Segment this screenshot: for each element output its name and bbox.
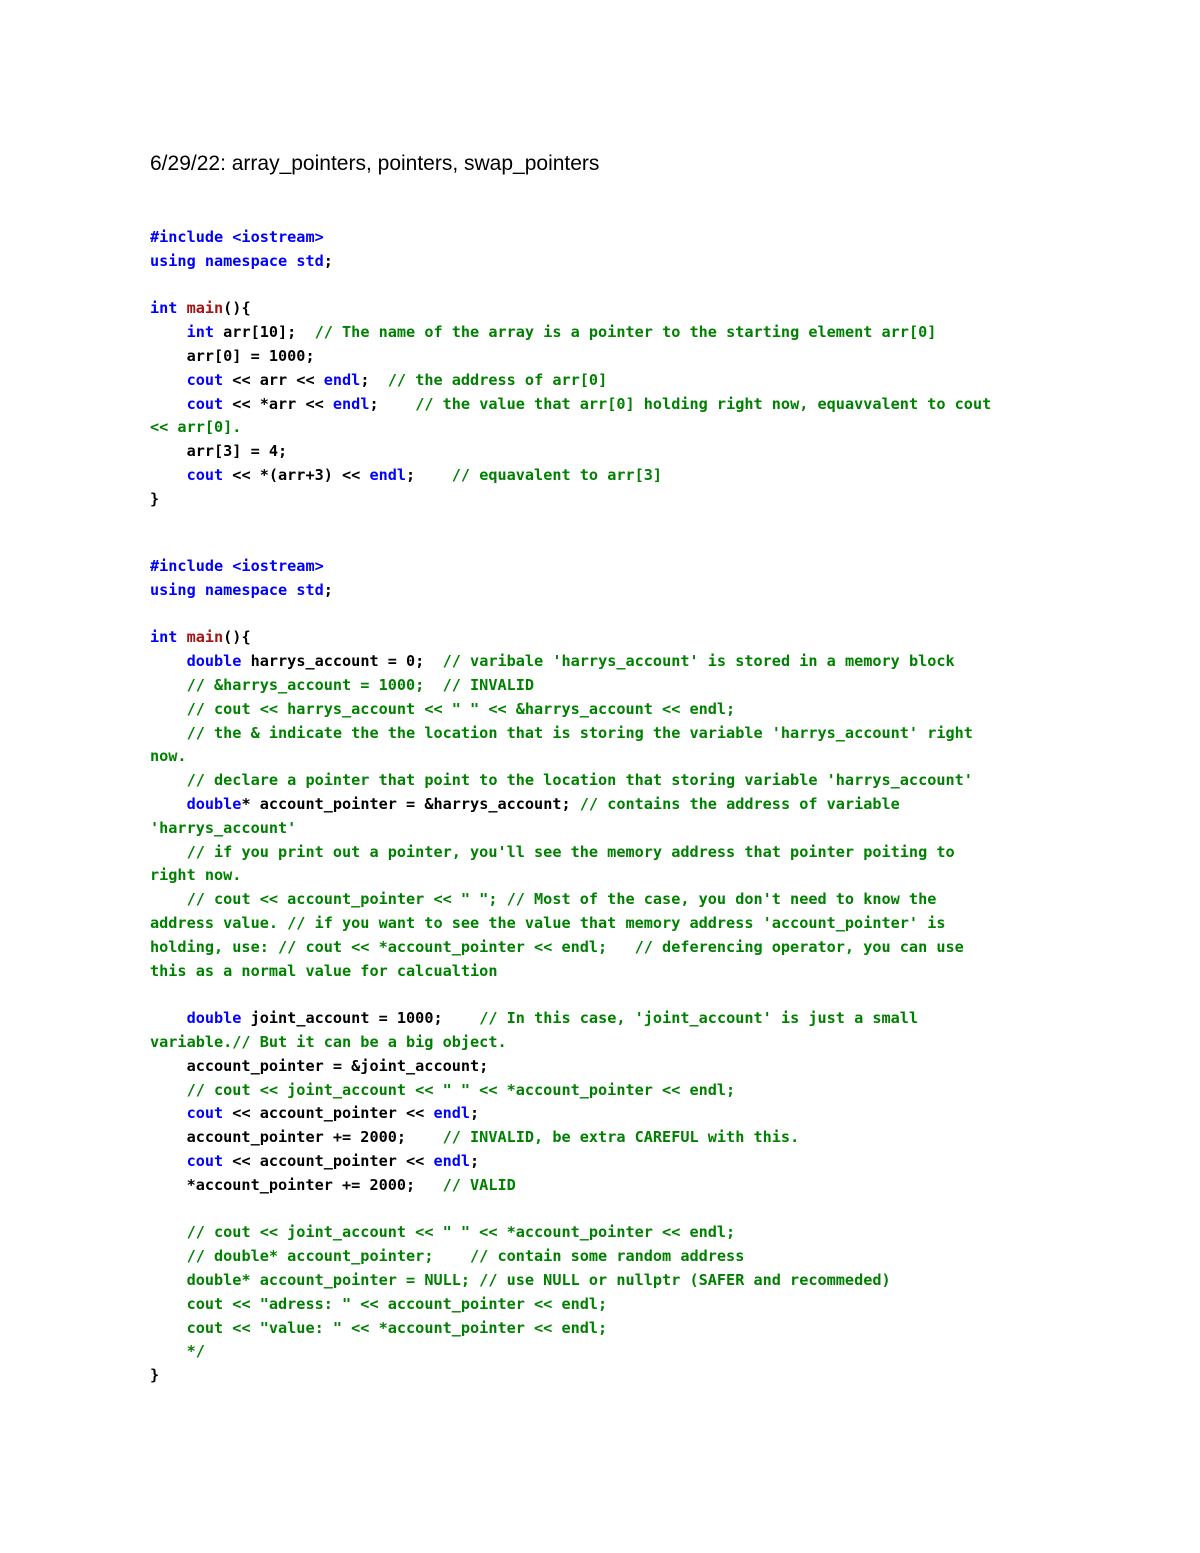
code-line xyxy=(150,650,1050,674)
code-token: ; xyxy=(470,1151,480,1170)
code-token: << *(arr+3) << xyxy=(223,465,370,484)
code-token xyxy=(150,1271,187,1289)
code-line xyxy=(150,1364,1050,1388)
code-line xyxy=(150,464,1050,488)
code-line xyxy=(150,274,1050,298)
code-token: account_pointer += 2000; xyxy=(150,1128,443,1147)
code-token xyxy=(150,724,187,742)
code-token: double xyxy=(186,794,242,813)
code-line xyxy=(150,1174,1050,1198)
code-token: *account_pointer += 2000; xyxy=(150,1175,443,1194)
code-token: cout xyxy=(186,394,224,413)
code-token xyxy=(150,843,187,861)
code-token: arr[3] = 4; xyxy=(150,442,288,461)
code-token: << arr[0]. xyxy=(150,418,242,437)
code-token: // cout << account_pointer << " "; // Most of the case, you don't need to know the xyxy=(186,890,937,909)
code-token xyxy=(150,890,187,908)
code-token xyxy=(150,1081,187,1099)
code-line xyxy=(150,555,1050,579)
code-token: // In this case, 'joint_account' is just a small xyxy=(479,1009,919,1028)
code-token: // contains the address of variable xyxy=(579,794,900,813)
code-token: right now. xyxy=(150,866,242,885)
code-line xyxy=(150,297,1050,321)
code-token: // varibale 'harrys_account' is stored in a memory block xyxy=(442,652,955,671)
code-token: // if you print out a pointer, you'll see the memory address that pointer poiting to xyxy=(186,842,955,861)
code-token: ; xyxy=(369,394,416,413)
code-line xyxy=(150,1055,1050,1079)
code-line xyxy=(150,1007,1050,1031)
code-token: endl xyxy=(332,394,370,413)
code-token: #include <iostream> xyxy=(150,557,324,575)
code-token: // The name of the array is a pointer to the starting element arr[0] xyxy=(314,323,937,342)
code-token: address value. // if you want to see the value that memory address 'account_pointer' is xyxy=(150,913,946,932)
code-token: cout xyxy=(186,1104,224,1123)
code-token: // declare a pointer that point to the location that storing variable 'harrys_account' xyxy=(186,771,973,790)
code-token: now. xyxy=(150,747,187,766)
code-line xyxy=(150,674,1050,698)
code-token: // double* account_pointer; // contain some random address xyxy=(186,1247,745,1266)
code-token: cout << "adress: " << account_pointer << endl; xyxy=(186,1294,608,1313)
code-line xyxy=(150,698,1050,722)
code-token: // cout << joint_account << " " << *account_pointer << endl; xyxy=(186,1080,736,1099)
code-token: // cout << harrys_account << " " << &harrys_account << endl; xyxy=(186,699,736,718)
code-token: cout xyxy=(186,1151,224,1170)
code-token xyxy=(150,1223,187,1241)
code-line xyxy=(150,1340,1050,1364)
code-token: using namespace xyxy=(150,251,297,270)
code-line xyxy=(150,250,1050,274)
code-token: } xyxy=(150,489,160,508)
code-line xyxy=(150,1198,1050,1222)
code-token: std xyxy=(296,580,324,599)
code-line xyxy=(150,579,1050,603)
code-token xyxy=(150,1295,187,1313)
code-token: } xyxy=(150,1366,160,1385)
code-token: using namespace xyxy=(150,580,297,599)
code-token xyxy=(150,371,187,389)
code-line xyxy=(150,1317,1050,1341)
code-token xyxy=(150,466,187,484)
code-line xyxy=(150,321,1050,345)
code-token: endl xyxy=(369,465,407,484)
code-line xyxy=(150,603,1050,627)
code-token: cout << "value: " << *account_pointer << endl; xyxy=(186,1318,608,1337)
code-line xyxy=(150,888,1050,912)
code-token: */ xyxy=(186,1342,205,1361)
code-token: main xyxy=(186,628,224,647)
code-token: ; xyxy=(323,251,333,270)
code-token: // the & indicate the the location that is storing the variable 'harrys_account' right xyxy=(186,723,973,742)
code-line xyxy=(150,345,1050,369)
code-token: arr[10]; xyxy=(214,323,315,342)
code-token: (){ xyxy=(223,628,251,647)
code-token: ; xyxy=(406,465,452,484)
code-token: << account_pointer << xyxy=(223,1104,434,1123)
code-token: harrys_account = 0; xyxy=(241,652,443,671)
code-token xyxy=(150,795,187,813)
code-line xyxy=(150,488,1050,512)
code-token: double xyxy=(186,652,242,671)
code-token: #include <iostream> xyxy=(150,228,324,246)
code-line xyxy=(150,393,1050,417)
code-line xyxy=(150,841,1050,865)
code-token: cout xyxy=(186,370,224,389)
code-line xyxy=(150,416,1050,440)
code-line xyxy=(150,936,1050,960)
code-line xyxy=(150,769,1050,793)
code-token: ; xyxy=(323,580,333,599)
code-token: holding, use: // cout << *account_pointer << endl; // deferencing operator, you can use xyxy=(150,937,964,956)
code-token: ; xyxy=(470,1104,480,1123)
code-line xyxy=(150,864,1050,888)
code-token: int xyxy=(150,299,187,318)
code-token: double* account_pointer = NULL; // use NULL or nullptr (SAFER and recommeded) xyxy=(186,1270,891,1289)
code-token xyxy=(150,323,187,341)
code-line xyxy=(150,1245,1050,1269)
code-line xyxy=(150,626,1050,650)
code-token: int xyxy=(186,323,215,342)
code-line xyxy=(150,369,1050,393)
code-line xyxy=(150,1269,1050,1293)
code-line xyxy=(150,912,1050,936)
code-line xyxy=(150,983,1050,1007)
code-token: // the value that arr[0] holding right now, equavvalent to cout xyxy=(415,394,992,413)
code-line xyxy=(150,1102,1050,1126)
code-token: // &harrys_account = 1000; // INVALID xyxy=(186,675,535,694)
code-token xyxy=(150,1104,187,1122)
code-token: 'harrys_account' xyxy=(150,818,297,837)
code-token: std xyxy=(296,251,324,270)
code-token: (){ xyxy=(223,299,251,318)
code-line xyxy=(150,817,1050,841)
code-token: account_pointer = &joint_account; xyxy=(150,1056,489,1075)
code-token xyxy=(150,652,187,670)
code-token: // VALID xyxy=(442,1175,516,1194)
code-token: // the address of arr[0] xyxy=(387,370,608,389)
code-token xyxy=(150,1152,187,1170)
page-title: 6/29/22: array_pointers, pointers, swap_pointers xyxy=(150,152,600,175)
code-line xyxy=(150,1150,1050,1174)
code-line xyxy=(150,1031,1050,1055)
code-token: << arr << xyxy=(223,370,324,389)
code-token: << *arr << xyxy=(223,394,333,413)
code-block-pointers xyxy=(150,555,1050,1388)
code-token: cout xyxy=(186,465,224,484)
code-token: endl xyxy=(433,1151,471,1170)
code-block-array-pointers xyxy=(150,226,1050,512)
code-token xyxy=(150,676,187,694)
code-token: // INVALID, be extra CAREFUL with this. xyxy=(442,1128,800,1147)
code-token xyxy=(150,395,187,413)
code-line xyxy=(150,722,1050,746)
code-line xyxy=(150,440,1050,464)
code-token: // equavalent to arr[3] xyxy=(451,465,663,484)
code-token: int xyxy=(150,628,187,647)
code-token xyxy=(150,1009,187,1027)
code-line xyxy=(150,226,1050,250)
code-token: this as a normal value for calcualtion xyxy=(150,961,498,980)
code-line xyxy=(150,1126,1050,1150)
code-token: endl xyxy=(433,1104,471,1123)
code-token: double xyxy=(186,1009,242,1028)
code-line xyxy=(150,960,1050,984)
code-line xyxy=(150,1293,1050,1317)
code-token xyxy=(150,700,187,718)
code-token xyxy=(150,1342,187,1360)
code-token: arr[0] = 1000; xyxy=(150,346,315,365)
code-token: * account_pointer = &harrys_account; xyxy=(241,794,580,813)
code-token: ; xyxy=(360,370,388,389)
code-line xyxy=(150,793,1050,817)
code-line xyxy=(150,1079,1050,1103)
code-line xyxy=(150,1221,1050,1245)
code-token: endl xyxy=(323,370,361,389)
code-line xyxy=(150,745,1050,769)
code-token xyxy=(150,1247,187,1265)
code-token: // cout << joint_account << " " << *account_pointer << endl; xyxy=(186,1223,736,1242)
code-token xyxy=(150,1319,187,1337)
code-token xyxy=(150,771,187,789)
code-token: main xyxy=(186,299,224,318)
code-token: << account_pointer << xyxy=(223,1151,434,1170)
code-token: joint_account = 1000; xyxy=(241,1009,480,1028)
code-token: variable.// But it can be a big object. xyxy=(150,1032,507,1051)
